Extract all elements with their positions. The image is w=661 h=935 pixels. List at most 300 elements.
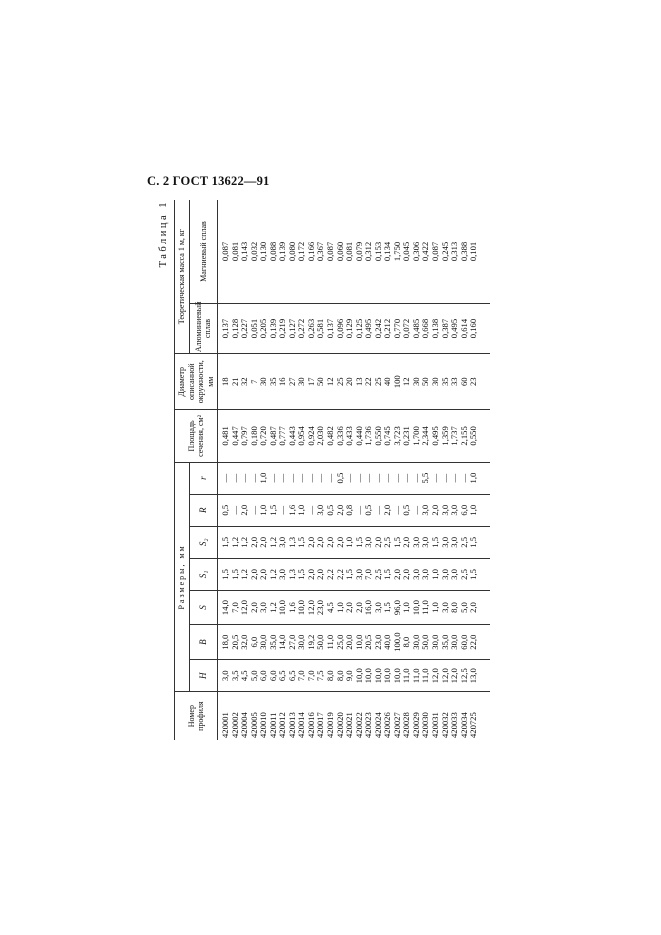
cell-profile_number-6: 420011 — [267, 712, 278, 738]
cell-S-14: 2,0 — [344, 602, 355, 613]
cell-R-3: 2,0 — [239, 504, 250, 516]
cell-r-9: — — [296, 473, 307, 483]
cell-R-19: — — [391, 505, 402, 515]
cell-magnesium-1: 0,087 — [220, 241, 230, 262]
cell-r-14: — — [344, 473, 355, 483]
cell-magnesium-6: 0,088 — [267, 241, 278, 262]
header-magnesium: Магниевый сплав — [189, 200, 218, 303]
cell-S1-4: 2,0 — [248, 569, 259, 580]
cell-circle-17: 25 — [372, 377, 383, 387]
cell-S-15: 2,0 — [353, 602, 364, 613]
header-S2: S₂ — [189, 526, 218, 558]
cell-B-11: 50,0 — [315, 634, 326, 650]
cell-S2-6: 1,2 — [267, 536, 278, 548]
cell-r-15: — — [353, 473, 364, 483]
cell-H-23: 12,0 — [430, 668, 441, 684]
cell-S2-1: 1,5 — [220, 536, 230, 548]
header-area: Площадь сечения, см² — [175, 410, 218, 462]
cell-S-23: 1,0 — [430, 602, 441, 613]
cell-aluminium-20: 0,072 — [401, 318, 412, 339]
cell-circle-2: 21 — [229, 377, 240, 387]
cell-R-7: — — [277, 505, 288, 515]
cell-R-16: 0,5 — [363, 504, 374, 516]
cell-r-10: — — [305, 473, 316, 483]
header-H: H — [189, 660, 218, 692]
cell-r-8: — — [286, 473, 297, 483]
cell-r-13: 0,5 — [334, 472, 345, 484]
cell-magnesium-15: 0,079 — [353, 241, 364, 262]
cell-R-9: 1,0 — [296, 504, 307, 516]
cell-circle-10: 17 — [305, 377, 316, 387]
cell-R-27: 1,0 — [468, 504, 479, 516]
cell-aluminium-21: 0,485 — [410, 318, 421, 339]
cell-area-25: 1,737 — [449, 426, 460, 446]
cell-S1-13: 2,2 — [334, 569, 345, 580]
cell-profile_number-2: 420002 — [229, 712, 240, 738]
cell-H-26: 12,5 — [458, 668, 469, 684]
cell-S2-7: 3,0 — [277, 536, 288, 548]
cell-S1-22: 3,0 — [420, 569, 431, 580]
cell-S-21: 10,0 — [410, 600, 421, 616]
cell-H-3: 4,5 — [239, 670, 250, 682]
cell-area-3: 0,797 — [239, 426, 250, 446]
cell-area-21: 1,700 — [410, 426, 421, 446]
cell-H-15: 10,0 — [353, 668, 364, 684]
cell-R-24: 3,0 — [439, 504, 450, 516]
cell-S2-24: 3,0 — [439, 536, 450, 548]
cell-area-1: 0,481 — [220, 426, 230, 446]
cell-R-18: 2,0 — [382, 504, 393, 516]
cell-profile_number-13: 420020 — [334, 712, 345, 738]
cell-circle-23: 30 — [430, 377, 441, 387]
cell-r-26: — — [458, 473, 469, 483]
cell-S2-10: 2,0 — [305, 536, 316, 548]
cell-r-16: — — [363, 473, 374, 483]
cell-magnesium-2: 0,081 — [229, 241, 240, 262]
cell-magnesium-19: 1,750 — [391, 241, 402, 262]
cell-circle-3: 32 — [239, 377, 250, 387]
cell-S1-12: 2,2 — [325, 569, 336, 580]
cell-aluminium-17: 0,242 — [372, 318, 383, 339]
cell-H-19: 10,0 — [391, 668, 402, 684]
cell-circle-27: 23 — [468, 377, 479, 387]
cell-R-6: 1,5 — [267, 504, 278, 516]
column-magnesium — [218, 200, 490, 303]
cell-magnesium-27: 0,101 — [468, 241, 479, 262]
cell-R-10: — — [305, 505, 316, 515]
cell-B-9: 30,0 — [296, 634, 307, 650]
cell-area-11: 2,030 — [315, 426, 326, 446]
cell-magnesium-5: 0,130 — [258, 241, 269, 262]
cell-B-22: 50,0 — [420, 634, 431, 650]
cell-S-9: 10,0 — [296, 600, 307, 616]
cell-area-2: 0,447 — [229, 426, 240, 446]
cell-aluminium-14: 0,129 — [344, 318, 355, 339]
cell-area-19: 3,723 — [391, 426, 402, 446]
cell-r-3: — — [239, 473, 250, 483]
cell-S1-18: 1,5 — [382, 569, 393, 580]
cell-S-8: 1,6 — [286, 602, 297, 613]
cell-profile_number-14: 420021 — [344, 712, 355, 738]
header-S1: S₁ — [189, 558, 218, 590]
cell-H-13: 8,0 — [334, 670, 345, 682]
cell-profile_number-4: 420005 — [248, 712, 259, 738]
cell-S-13: 1,0 — [334, 602, 345, 613]
cell-R-13: 2,0 — [334, 504, 345, 516]
cell-aluminium-12: 0,137 — [325, 318, 336, 339]
cell-magnesium-8: 0,080 — [286, 241, 297, 262]
cell-B-15: 10,0 — [353, 634, 364, 650]
cell-aluminium-15: 0,125 — [353, 318, 364, 339]
cell-R-25: 3,0 — [449, 504, 460, 516]
cell-profile_number-5: 420010 — [258, 712, 269, 738]
cell-H-25: 12,0 — [449, 668, 460, 684]
cell-S2-8: 1,3 — [286, 536, 297, 548]
cell-B-6: 35,0 — [267, 634, 278, 650]
cell-H-1: 3,0 — [220, 670, 230, 682]
cell-r-6: — — [267, 473, 278, 483]
header-R: R — [189, 494, 218, 526]
cell-r-1: — — [220, 473, 230, 483]
cell-B-18: 40,0 — [382, 634, 393, 650]
column-S1 — [218, 558, 490, 590]
cell-profile_number-10: 420016 — [305, 712, 316, 738]
cell-R-22: 3,0 — [420, 504, 431, 516]
cell-H-2: 3,5 — [229, 670, 240, 682]
cell-S-5: 3,0 — [258, 602, 269, 613]
cell-aluminium-18: 0,212 — [382, 318, 393, 339]
cell-area-13: 0,336 — [334, 426, 345, 446]
cell-S2-13: 2,0 — [334, 536, 345, 548]
cell-S-16: 16,0 — [363, 600, 374, 616]
cell-magnesium-14: 0,081 — [344, 241, 355, 262]
cell-S1-2: 1,5 — [229, 569, 240, 580]
cell-magnesium-4: 0,032 — [248, 241, 259, 262]
cell-profile_number-3: 420004 — [239, 712, 250, 738]
cell-R-26: 6,0 — [458, 504, 469, 516]
cell-S2-20: 2,0 — [401, 536, 412, 548]
cell-r-5: 1,0 — [258, 472, 269, 484]
cell-r-4: — — [248, 473, 259, 483]
cell-S2-9: 1,5 — [296, 536, 307, 548]
cell-profile_number-21: 420029 — [410, 712, 421, 738]
cell-magnesium-13: 0,060 — [334, 241, 345, 262]
cell-H-14: 9,0 — [344, 670, 355, 682]
cell-circle-9: 30 — [296, 377, 307, 387]
cell-S1-25: 3,0 — [449, 569, 460, 580]
cell-S1-3: 1,2 — [239, 569, 250, 580]
cell-S1-8: 1,3 — [286, 569, 297, 580]
cell-S-6: 1,2 — [267, 602, 278, 613]
cell-r-24: — — [439, 473, 450, 483]
cell-aluminium-25: 0,495 — [449, 318, 460, 339]
cell-area-14: 0,433 — [344, 426, 355, 446]
cell-magnesium-18: 0,134 — [382, 241, 393, 262]
cell-S-1: 14,0 — [220, 600, 230, 616]
cell-r-25: — — [449, 473, 460, 483]
cell-R-20: 0,5 — [401, 504, 412, 516]
cell-S1-10: 2,0 — [305, 569, 316, 580]
cell-S-20: 1,0 — [401, 602, 412, 613]
cell-r-12: — — [325, 473, 336, 483]
table-caption: Таблица 1 — [158, 200, 169, 268]
cell-S2-19: 1,5 — [391, 536, 402, 548]
cell-aluminium-13: 0,096 — [334, 318, 345, 339]
cell-R-5: 1,0 — [258, 504, 269, 516]
cell-S-22: 11,0 — [420, 600, 431, 615]
cell-R-14: 0,8 — [344, 504, 355, 516]
cell-S2-14: 1,0 — [344, 536, 355, 548]
cell-S1-20: 2,0 — [401, 569, 412, 580]
cell-profile_number-26: 420034 — [458, 712, 469, 738]
cell-B-25: 30,0 — [449, 634, 460, 650]
column-H — [218, 660, 490, 692]
cell-area-26: 2,155 — [458, 426, 469, 446]
cell-circle-20: 12 — [401, 377, 412, 387]
cell-magnesium-3: 0,143 — [239, 241, 250, 262]
cell-H-24: 12,0 — [439, 668, 450, 684]
cell-aluminium-2: 0,128 — [229, 318, 240, 339]
cell-S2-12: 2,0 — [325, 536, 336, 548]
cell-S-11: 23,0 — [315, 600, 326, 616]
cell-B-19: 100,0 — [391, 632, 402, 652]
cell-r-20: — — [401, 473, 412, 483]
cell-S2-11: 2,0 — [315, 536, 326, 548]
cell-S2-21: 3,0 — [410, 536, 421, 548]
cell-area-5: 0,720 — [258, 426, 269, 446]
cell-aluminium-7: 0,219 — [277, 318, 288, 339]
cell-circle-19: 100 — [391, 375, 402, 389]
cell-B-7: 14,0 — [277, 634, 288, 650]
cell-R-11: 3,0 — [315, 504, 326, 516]
cell-aluminium-10: 0,263 — [305, 318, 316, 339]
cell-S2-5: 2,0 — [258, 536, 269, 548]
cell-r-18: — — [382, 473, 393, 483]
cell-B-12: 11,0 — [325, 634, 336, 650]
cell-S1-19: 2,0 — [391, 569, 402, 580]
cell-profile_number-16: 420023 — [363, 712, 374, 738]
cell-S1-7: 3,0 — [277, 569, 288, 580]
table-body-row — [218, 200, 490, 740]
cell-S-2: 7,0 — [229, 602, 240, 613]
cell-area-10: 0,924 — [305, 426, 316, 446]
cell-H-18: 10,0 — [382, 668, 393, 684]
cell-S-25: 8,0 — [449, 602, 460, 613]
cell-S2-26: 2,5 — [458, 536, 469, 548]
header-dimensions-group: Размеры, мм — [175, 462, 190, 692]
cell-circle-16: 22 — [363, 377, 374, 387]
cell-B-8: 27,0 — [286, 634, 297, 650]
cell-S2-23: 1,5 — [430, 536, 441, 548]
cell-circle-6: 35 — [267, 377, 278, 387]
cell-aluminium-1: 0,137 — [220, 318, 230, 339]
cell-B-4: 6,0 — [248, 636, 259, 648]
cell-H-17: 10,0 — [372, 668, 383, 684]
column-S2 — [218, 526, 490, 558]
cell-circle-18: 40 — [382, 377, 393, 387]
cell-aluminium-22: 0,668 — [420, 318, 431, 339]
cell-H-7: 6,5 — [277, 670, 288, 682]
header-circle-diameter: Диаметр описанной окружности, мм — [175, 354, 218, 410]
cell-H-10: 7,0 — [305, 670, 316, 682]
cell-aluminium-5: 0,205 — [258, 318, 269, 339]
cell-area-6: 0,487 — [267, 426, 278, 446]
cell-H-16: 10,0 — [363, 668, 374, 684]
cell-H-12: 8,0 — [325, 670, 336, 682]
cell-profile_number-24: 420032 — [439, 712, 450, 738]
cell-S1-14: 1,5 — [344, 569, 355, 580]
cell-B-27: 22,0 — [468, 634, 479, 650]
cell-profile_number-8: 420013 — [286, 712, 297, 738]
cell-circle-1: 18 — [220, 377, 230, 387]
cell-aluminium-16: 0,495 — [363, 318, 374, 339]
cell-profile_number-23: 420031 — [430, 712, 441, 738]
profile-table — [174, 200, 490, 740]
column-aluminium — [218, 303, 490, 353]
cell-r-21: — — [410, 473, 421, 483]
cell-aluminium-24: 0,387 — [439, 318, 450, 339]
cell-area-16: 1,736 — [363, 426, 374, 446]
cell-B-24: 35,0 — [439, 634, 450, 650]
cell-B-17: 23,0 — [372, 634, 383, 650]
rotated-table-block — [160, 200, 510, 740]
cell-circle-26: 60 — [458, 377, 469, 387]
cell-circle-5: 30 — [258, 377, 269, 387]
cell-magnesium-17: 0,153 — [372, 241, 383, 262]
cell-aluminium-3: 0,227 — [239, 318, 250, 339]
cell-B-3: 32,0 — [239, 634, 250, 650]
column-profile-number — [218, 692, 490, 740]
cell-r-27: 1,0 — [468, 472, 479, 484]
cell-H-21: 11,0 — [410, 668, 421, 684]
cell-magnesium-10: 0,166 — [305, 241, 316, 262]
cell-circle-25: 33 — [449, 377, 460, 387]
cell-S2-2: 1,2 — [229, 536, 240, 548]
cell-R-2: — — [229, 505, 240, 515]
cell-S-3: 12,0 — [239, 600, 250, 616]
cell-area-4: 0,180 — [248, 426, 259, 446]
cell-R-8: 1,6 — [286, 504, 297, 516]
cell-r-19: — — [391, 473, 402, 483]
cell-circle-15: 13 — [353, 377, 364, 387]
cell-r-11: — — [315, 473, 326, 483]
cell-H-6: 6,0 — [267, 670, 278, 682]
cell-area-9: 0,954 — [296, 426, 307, 446]
cell-S-4: 2,0 — [248, 602, 259, 613]
cell-magnesium-25: 0,313 — [449, 241, 460, 262]
cell-S2-27: 1,5 — [468, 536, 479, 548]
cell-R-23: 2,0 — [430, 504, 441, 516]
cell-B-26: 60,0 — [458, 634, 469, 650]
header-B: B — [189, 625, 218, 660]
cell-aluminium-26: 0,614 — [458, 318, 469, 339]
cell-S1-5: 2,0 — [258, 569, 269, 580]
cell-R-17: — — [372, 505, 383, 515]
cell-B-5: 30,0 — [258, 634, 269, 650]
header-mass-group: Теоретическая масса 1 м, кг — [175, 200, 190, 354]
cell-S1-11: 2,0 — [315, 569, 326, 580]
cell-S-7: 10,0 — [277, 600, 288, 616]
cell-H-20: 11,0 — [401, 668, 412, 684]
cell-profile_number-27: 420725 — [468, 712, 479, 738]
cell-area-20: 0,231 — [401, 426, 412, 446]
header-aluminium: Алюминиевый сплав — [189, 303, 218, 353]
header-S: S — [189, 590, 218, 624]
cell-magnesium-21: 0,306 — [410, 241, 421, 262]
cell-B-1: 18,0 — [220, 634, 230, 650]
cell-magnesium-9: 0,172 — [296, 241, 307, 262]
cell-S2-18: 2,5 — [382, 536, 393, 548]
cell-area-17: 0,550 — [372, 426, 383, 446]
cell-S2-3: 1,2 — [239, 536, 250, 548]
cell-circle-11: 50 — [315, 377, 326, 387]
cell-S1-23: 1,0 — [430, 569, 441, 580]
cell-profile_number-17: 420024 — [372, 712, 383, 738]
cell-r-7: — — [277, 473, 288, 483]
cell-magnesium-12: 0,087 — [325, 241, 336, 262]
cell-area-27: 0,550 — [468, 426, 479, 446]
cell-r-2: — — [229, 473, 240, 483]
cell-circle-24: 35 — [439, 377, 450, 387]
cell-S-24: 3,0 — [439, 602, 450, 613]
cell-magnesium-23: 0,087 — [430, 241, 441, 262]
cell-H-5: 6,0 — [258, 670, 269, 682]
cell-H-11: 7,5 — [315, 670, 326, 682]
cell-B-16: 20,5 — [363, 634, 374, 650]
cell-S2-4: 2,0 — [248, 536, 259, 548]
cell-B-21: 30,0 — [410, 634, 421, 650]
cell-B-10: 19,2 — [305, 634, 316, 650]
cell-circle-13: 25 — [334, 377, 345, 387]
cell-aluminium-8: 0,127 — [286, 318, 297, 339]
cell-R-1: 0,5 — [220, 504, 230, 516]
cell-profile_number-7: 420012 — [277, 712, 288, 738]
cell-profile_number-1: 420001 — [220, 712, 230, 738]
cell-profile_number-11: 420017 — [315, 712, 326, 738]
cell-area-23: 0,495 — [430, 426, 441, 446]
cell-profile_number-19: 420027 — [391, 712, 402, 738]
cell-profile_number-20: 420028 — [401, 712, 412, 738]
header-profile-number: Номер профиля — [175, 692, 218, 740]
column-area — [218, 410, 490, 462]
column-circle-diameter — [218, 354, 490, 410]
cell-aluminium-4: 0,051 — [248, 318, 259, 339]
cell-circle-12: 12 — [325, 377, 336, 387]
cell-S1-16: 7,0 — [363, 569, 374, 580]
cell-S-18: 1,5 — [382, 602, 393, 613]
cell-profile_number-12: 420019 — [325, 712, 336, 738]
cell-magnesium-24: 0,245 — [439, 241, 450, 262]
cell-S2-16: 3,0 — [363, 536, 374, 548]
cell-S-17: 3,0 — [372, 602, 383, 613]
cell-S1-26: 2,5 — [458, 569, 469, 580]
column-r — [218, 462, 490, 494]
page-header: С. 2 ГОСТ 13622—91 — [147, 174, 270, 188]
cell-H-8: 6,5 — [286, 670, 297, 682]
column-R — [218, 494, 490, 526]
cell-area-8: 0,443 — [286, 426, 297, 446]
cell-S1-9: 1,5 — [296, 569, 307, 580]
cell-area-24: 1,359 — [439, 426, 450, 446]
cell-S1-6: 1,2 — [267, 569, 278, 580]
cell-S1-15: 3,0 — [353, 569, 364, 580]
cell-aluminium-19: 0,770 — [391, 318, 402, 339]
cell-magnesium-16: 0,312 — [363, 241, 374, 262]
cell-area-22: 2,344 — [420, 426, 431, 446]
cell-circle-8: 27 — [286, 377, 297, 387]
cell-B-23: 30,0 — [430, 634, 441, 650]
cell-profile_number-18: 420026 — [382, 712, 393, 738]
